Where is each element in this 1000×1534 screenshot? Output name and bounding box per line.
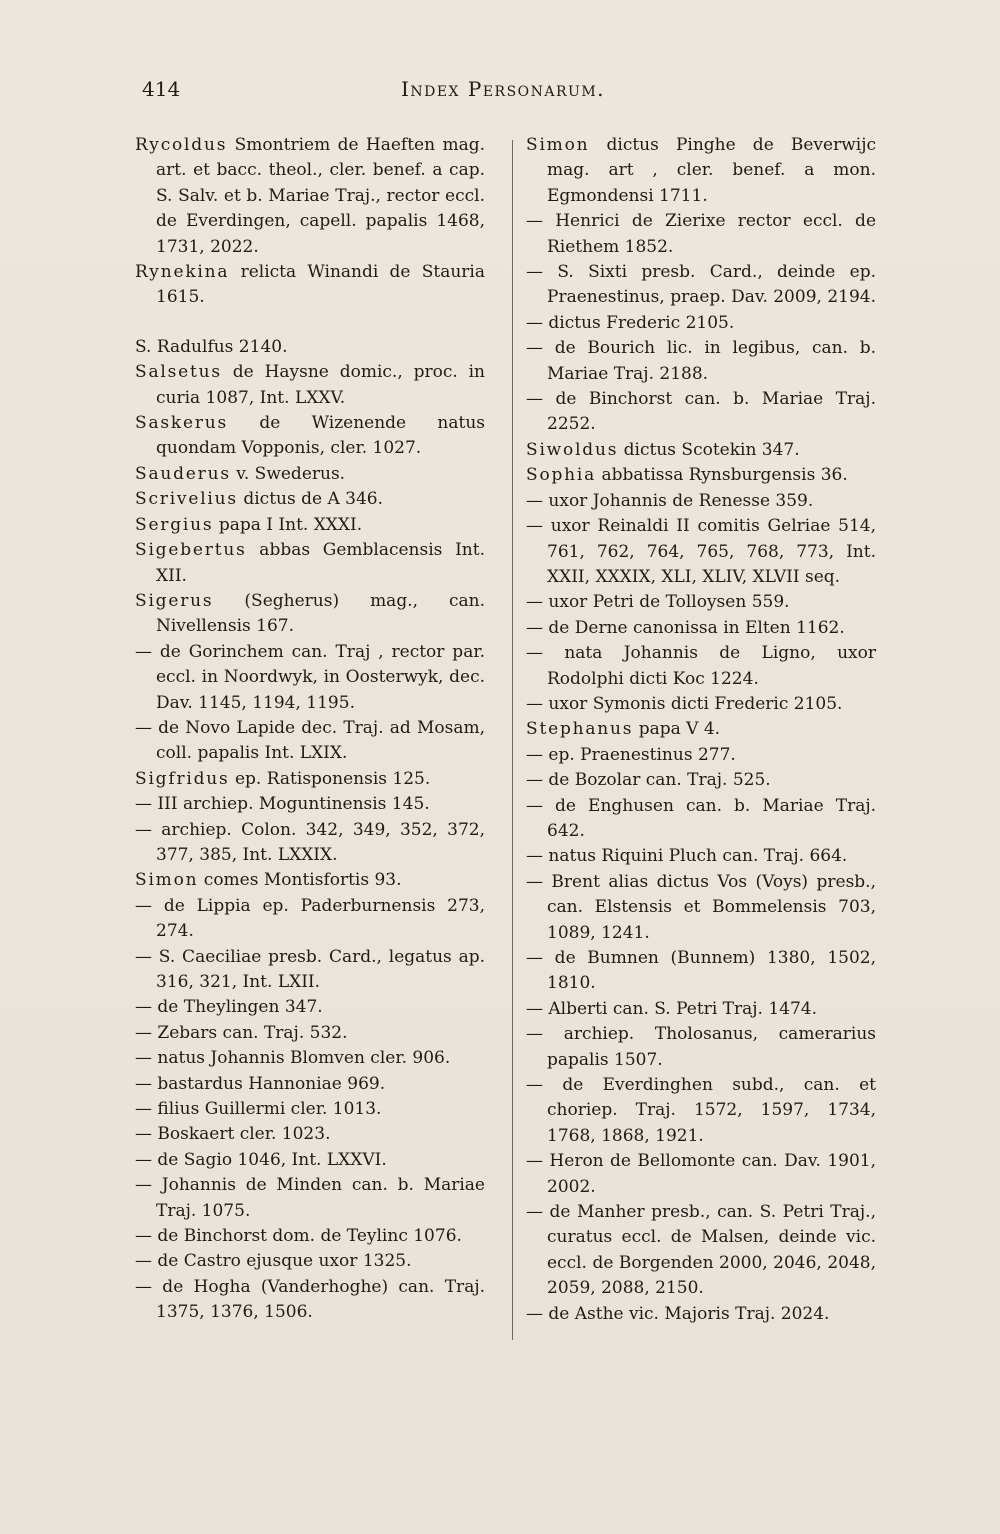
index-entry [526, 692, 876, 717]
entry-text: — de Binchorst can. b. Mariae Traj. 2252. [526, 389, 876, 435]
entry-text: abbatissa Rynsburgensis 36. [596, 465, 848, 486]
right-column [526, 133, 876, 1327]
entry-text: — bastardus Hannoniae 969. [135, 1073, 386, 1094]
index-entry [526, 514, 876, 590]
index-entry [135, 716, 485, 767]
entry-headword: Rynekina [135, 262, 230, 283]
entry-text: Smontriem de Haeften mag. art. et bacc. theol., cler. benef. a cap. S. Salv. et b. Mariae Traj., rector eccl. de Everdingen, capell. papalis 1468, 1731, 2022. [156, 135, 485, 257]
index-entry [135, 1173, 485, 1224]
index-entry [526, 946, 876, 997]
index-entry [135, 868, 485, 893]
entry-text: papa I Int. XXXI. [213, 514, 363, 535]
index-entry [526, 1302, 876, 1327]
index-entry [526, 717, 876, 742]
entry-text: abbas Gemblacensis Int. XII. [156, 540, 485, 586]
entry-text: dictus Pinghe de Beverwijc mag. art , cler. benef. a mon. Egmondensi 1711. [547, 135, 876, 206]
entry-headword: Rycoldus [135, 135, 228, 155]
entry-text: de Wizenende natus quondam Vopponis, cler. 1027. [156, 413, 485, 459]
entry-text: — Henrici de Zierixe rector eccl. de Riethem 1852. [526, 211, 876, 257]
index-entry [526, 997, 876, 1022]
entry-text: — uxor Symonis dicti Frederic 2105. [526, 693, 843, 714]
index-entry [526, 1149, 876, 1200]
entry-headword: Simon [526, 135, 590, 155]
entry-text: — S. Caeciliae presb. Card., legatus ap. 316, 321, Int. LXII. [135, 946, 485, 992]
entry-text: — Zebars can. Traj. 532. [135, 1022, 348, 1043]
entry-text: — uxor Reinaldi II comitis Gelriae 514, 761, 762, 764, 765, 768, 773, Int. XXII, XXXIX, XLI, XLIV, XLVII seq. [526, 516, 876, 587]
entry-headword: Salsetus [135, 362, 222, 383]
index-entry [526, 1073, 876, 1149]
index-entry [135, 1097, 485, 1122]
entry-headword: Sigfridus [135, 768, 230, 789]
index-entry [526, 336, 876, 387]
entry-headword: Stephanus [526, 719, 634, 740]
running-title: Index Personarum. [400, 77, 606, 101]
index-entry [526, 743, 876, 768]
index-entry [526, 616, 876, 641]
index-entry [135, 945, 485, 996]
index-entry [135, 133, 485, 260]
entry-text: — III archiep. Moguntinensis 145. [135, 794, 430, 815]
entry-headword: Sigebertus [135, 540, 247, 561]
entry-text: — uxor Petri de Tolloysen 559. [526, 592, 790, 613]
index-entry [135, 487, 485, 512]
entry-text: dictus de A 346. [237, 489, 383, 510]
index-entry [135, 640, 485, 716]
entry-text: — de Lippia ep. Paderburnensis 273, 274. [135, 895, 485, 942]
entry-text: — filius Guillermi cler. 1013. [135, 1099, 382, 1120]
entry-text: — de Derne canonissa in Elten 1162. [526, 617, 845, 638]
entry-headword: Sophia [526, 465, 597, 486]
entry-text: — uxor Johannis de Renesse 359. [526, 490, 814, 511]
entry-headword: Sergius [135, 514, 214, 535]
entry-text: — de Binchorst dom. de Teylinc 1076. [135, 1226, 462, 1247]
entry-text: — de Theylingen 347. [135, 997, 323, 1018]
index-entry [135, 513, 485, 538]
index-entry [135, 792, 485, 817]
entry-text: — de Bourich lic. in legibus, can. b. Mariae Traj. 2188. [526, 338, 876, 384]
index-entry [526, 768, 876, 793]
index-entry [526, 844, 876, 869]
index-entry [135, 360, 485, 411]
page-header [138, 72, 868, 112]
entry-text: v. Swederus. [230, 463, 346, 484]
index-entry [135, 1224, 485, 1249]
entry-text: — natus Riquini Pluch can. Traj. 664. [526, 846, 848, 867]
entry-text: — de Everdinghen subd., can. et choriep. Traj. 1572, 1597, 1734, 1768, 1868, 1921. [526, 1075, 876, 1146]
entry-text: — Boskaert cler. 1023. [135, 1124, 331, 1145]
index-entry [526, 209, 876, 260]
entry-text: — de Castro ejusque uxor 1325. [135, 1251, 412, 1272]
index-entry [526, 489, 876, 514]
entry-headword: Sigerus [135, 590, 214, 611]
entry-text: papa V 4. [633, 719, 721, 740]
index-entry [526, 1200, 876, 1302]
entry-text: — de Bumnen (Bunnem) 1380, 1502, 1810. [526, 948, 876, 994]
entry-headword: Siwoldus [526, 439, 619, 460]
index-entry [135, 1072, 485, 1097]
entry-text: — dictus Frederic 2105. [526, 312, 735, 333]
index-entry [526, 1022, 876, 1073]
entry-text: — de Sagio 1046, Int. LXXVI. [135, 1149, 387, 1170]
index-entry [526, 133, 876, 209]
entry-text: ep. Ratisponensis 125. [229, 768, 431, 789]
index-entry [135, 767, 485, 792]
index-entry [526, 641, 876, 692]
entry-headword: Simon [135, 870, 199, 891]
entry-text: — nata Johannis de Ligno, uxor Rodolphi dicti Koc 1224. [526, 643, 876, 689]
entry-text: — de Enghusen can. b. Mariae Traj. 642. [526, 795, 876, 841]
entry-text: (Segherus) mag., can. Nivellensis 167. [156, 590, 485, 637]
entry-headword: Saskerus [135, 413, 229, 434]
entry-text: de Haysne domic., proc. in curia 1087, Int. LXXV. [156, 362, 485, 408]
index-entry [526, 311, 876, 336]
index-entry [135, 1122, 485, 1147]
entry-text: — de Hogha (Vanderhoghe) can. Traj. 1375, 1376, 1506. [135, 1276, 485, 1323]
entry-text: — de Bozolar can. Traj. 525. [526, 770, 771, 791]
entry-text: — de Novo Lapide dec. Traj. ad Mosam, coll. papalis Int. LXIX. [135, 717, 485, 764]
entry-text: — archiep. Tholosanus, camerarius papalis 1507. [526, 1024, 876, 1070]
index-entry [526, 590, 876, 615]
index-entry [135, 1021, 485, 1046]
index-entry [135, 1249, 485, 1274]
entry-headword: Scrivelius [135, 489, 238, 510]
entry-text: — de Gorinchem can. Traj , rector par. eccl. in Noordwyk, in Oosterwyk, dec. Dav. 1145, 1194, 1195. [135, 641, 485, 713]
index-entry [526, 438, 876, 463]
index-entry [135, 462, 485, 487]
index-entry [135, 538, 485, 589]
index-entry [135, 589, 485, 640]
entry-headword: Sauderus [135, 463, 231, 484]
entry-text: — S. Sixti presb. Card., deinde ep. Praenestinus, praep. Dav. 2009, 2194. [526, 262, 876, 308]
entry-text: — de Manher presb., can. S. Petri Traj., curatus eccl. de Malsen, deinde vic. eccl. de Borgenden 2000, 2046, 2048, 2059, 2088, 2150. [526, 1202, 876, 1299]
entry-text: relicta Winandi de Stauria 1615. [156, 262, 485, 308]
left-column [135, 133, 485, 1326]
index-entry [526, 794, 876, 845]
entry-text: S. Radulfus 2140. [135, 336, 288, 357]
entry-text: comes Montisfortis 93. [198, 870, 402, 891]
entry-text: — Alberti can. S. Petri Traj. 1474. [526, 998, 818, 1019]
index-entry [135, 1046, 485, 1071]
index-entry [526, 870, 876, 946]
entry-text: — archiep. Colon. 342, 349, 352, 372, 377, 385, Int. LXXIX. [135, 819, 485, 865]
index-entry [135, 1148, 485, 1173]
page-number: 414 [142, 77, 181, 101]
entry-text: — de Asthe vic. Majoris Traj. 2024. [526, 1303, 830, 1324]
entry-text: — Johannis de Minden can. b. Mariae Traj. 1075. [135, 1175, 485, 1221]
entry-text: — ep. Praenestinus 277. [526, 744, 736, 765]
entry-text: — Heron de Bellomonte can. Dav. 1901, 2002. [526, 1151, 876, 1197]
index-entry [135, 260, 485, 311]
index-entry [526, 463, 876, 488]
entry-text: — Brent alias dictus Vos (Voys) presb., can. Elstensis et Bommelensis 703, 1089, 1241. [526, 871, 876, 943]
index-entry [135, 818, 485, 869]
entry-text: dictus Scotekin 347. [618, 439, 800, 460]
index-entry [135, 335, 485, 360]
entry-text: — natus Johannis Blomven cler. 906. [135, 1048, 451, 1069]
index-entry [135, 894, 485, 945]
index-entry [135, 995, 485, 1020]
index-entry [526, 387, 876, 438]
index-entry [135, 411, 485, 462]
column-divider [512, 140, 513, 1340]
index-entry [135, 1275, 485, 1326]
index-entry [526, 260, 876, 311]
